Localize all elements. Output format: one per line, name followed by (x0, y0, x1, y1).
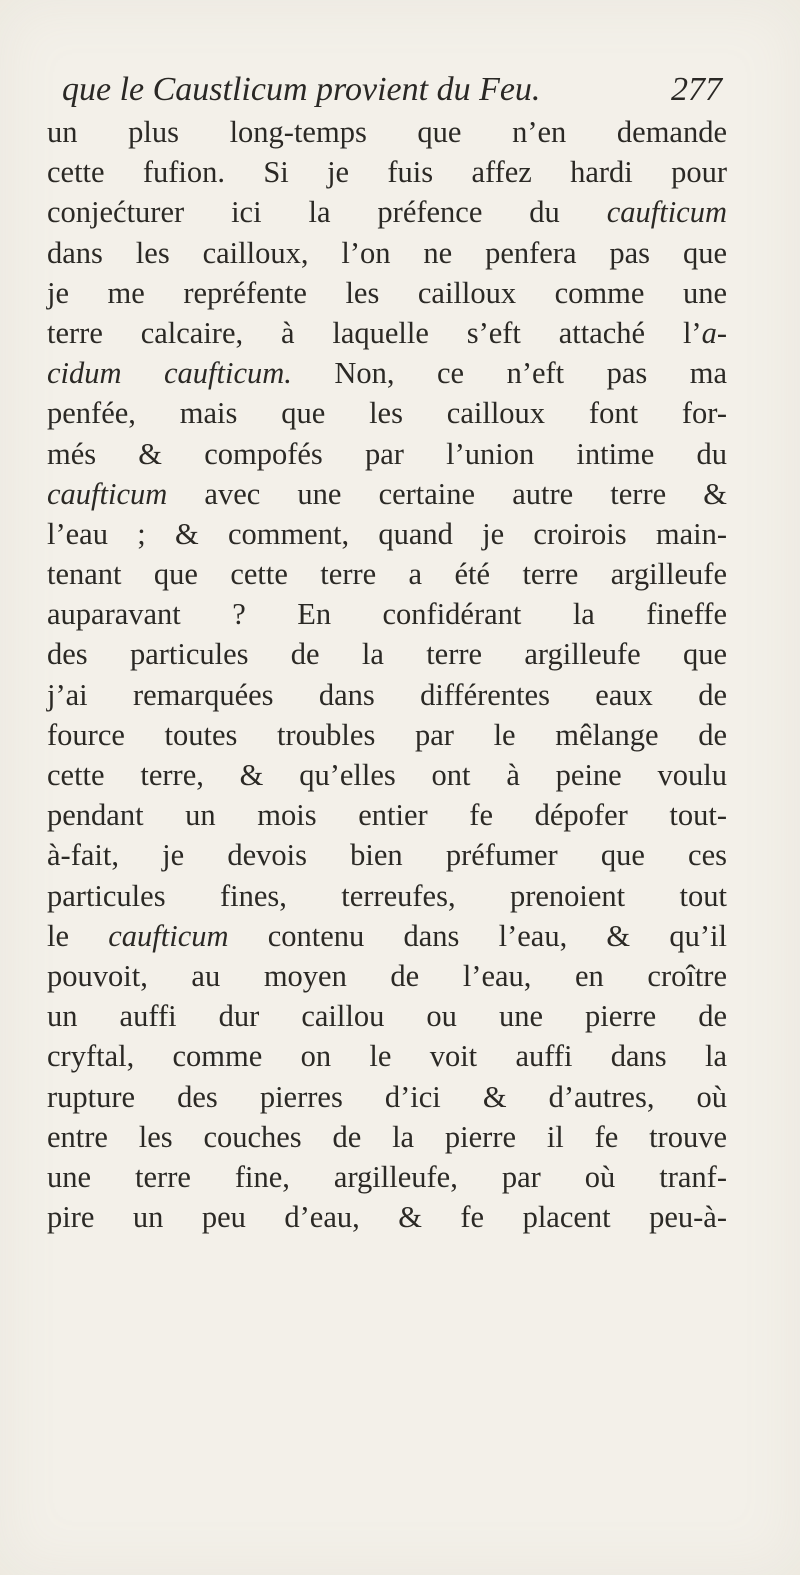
text-segment: cette terre, & qu’elles ont à peine voulu (47, 758, 727, 792)
text-segment: conjećturer ici la préfence du (47, 195, 607, 230)
text-segment: tenant que cette terre a été terre argilleufe (47, 557, 727, 592)
text-segment: à-fait, je devois bien préfumer que ces (47, 838, 727, 873)
text-line (47, 715, 727, 755)
text-line (47, 1157, 727, 1197)
text-segment: terre calcaire, à laquelle s’eft attaché l’ (47, 315, 702, 350)
text-segment: pouvoit, au moyen de l’eau, en croître (47, 958, 727, 993)
text-segment: j’ai remarquées dans différentes eaux de (47, 677, 727, 712)
text-segment: Non, ce n’eft pas ma (291, 356, 728, 391)
italic-text: caufticum (47, 476, 168, 511)
text-line (47, 514, 727, 554)
text-segment: pendant un mois entier fe dépofer tout- (47, 798, 727, 833)
text-line (47, 916, 727, 956)
text-segment: més & compofés par l’union intime du (47, 436, 727, 471)
text-line (47, 112, 727, 152)
text-line (47, 876, 727, 916)
text-segment: cette fufion. Si je fuis affez hardi pour (47, 155, 727, 190)
text-line (47, 313, 727, 353)
text-segment: penfée, mais que les cailloux font for- (47, 396, 727, 431)
text-segment: un auffi dur caillou ou une pierre de (47, 999, 727, 1034)
text-line (47, 393, 727, 433)
text-line (47, 1077, 727, 1117)
page-header (62, 66, 722, 114)
text-line (47, 755, 727, 795)
text-segment: pire un peu d’eau, & fe placent peu-à- (47, 1200, 727, 1235)
text-line (47, 273, 727, 313)
text-segment: cryftal, comme on le voit auffi dans la (47, 1039, 727, 1074)
text-segment: le (47, 918, 109, 953)
text-line (47, 353, 727, 393)
text-segment: particules fines, terreufes, prenoient tout (47, 878, 727, 913)
text-line (47, 1197, 727, 1237)
italic-text: a- (701, 315, 727, 350)
text-segment: des particules de la terre argilleufe que (47, 637, 727, 672)
text-segment: contenu dans l’eau, & qu’il (228, 918, 727, 953)
text-line (47, 634, 727, 674)
text-line (47, 594, 727, 634)
text-segment: avec une certaine autre terre & (167, 476, 727, 511)
text-segment: entre les couches de la pierre il fe trouve (47, 1119, 727, 1154)
text-segment: une terre fine, argilleufe, par où tranf- (47, 1159, 727, 1194)
text-segment: fource toutes troubles par le mêlange de (47, 717, 727, 752)
text-line (47, 152, 727, 192)
text-segment: un plus long-temps que n’en demande (47, 115, 727, 149)
text-line (47, 996, 727, 1036)
text-line (47, 474, 727, 514)
text-segment: rupture des pierres d’ici & d’autres, où (47, 1079, 727, 1114)
text-line (47, 795, 727, 835)
running-title: que le Caustlicum provient du Feu. (62, 71, 541, 108)
italic-text: caufticum (606, 195, 727, 230)
text-line (47, 192, 727, 232)
text-line (47, 1036, 727, 1076)
text-segment: l’eau ; & comment, quand je croirois main- (47, 516, 727, 551)
page-number: 277 (671, 71, 722, 108)
body-text (47, 112, 727, 1237)
text-line (47, 675, 727, 715)
text-line (47, 956, 727, 996)
italic-text: caufticum (108, 918, 229, 953)
text-segment: je me repréfente les cailloux comme une (47, 275, 727, 310)
text-line (47, 1117, 727, 1157)
text-line (47, 835, 727, 875)
text-line (47, 434, 727, 474)
text-segment: auparavant ? En confidérant la fineffe (47, 597, 727, 632)
italic-text: cidum caufticum. (47, 356, 292, 391)
text-line (47, 554, 727, 594)
text-line (47, 233, 727, 273)
text-segment: dans les cailloux, l’on ne penfera pas que (47, 235, 727, 270)
